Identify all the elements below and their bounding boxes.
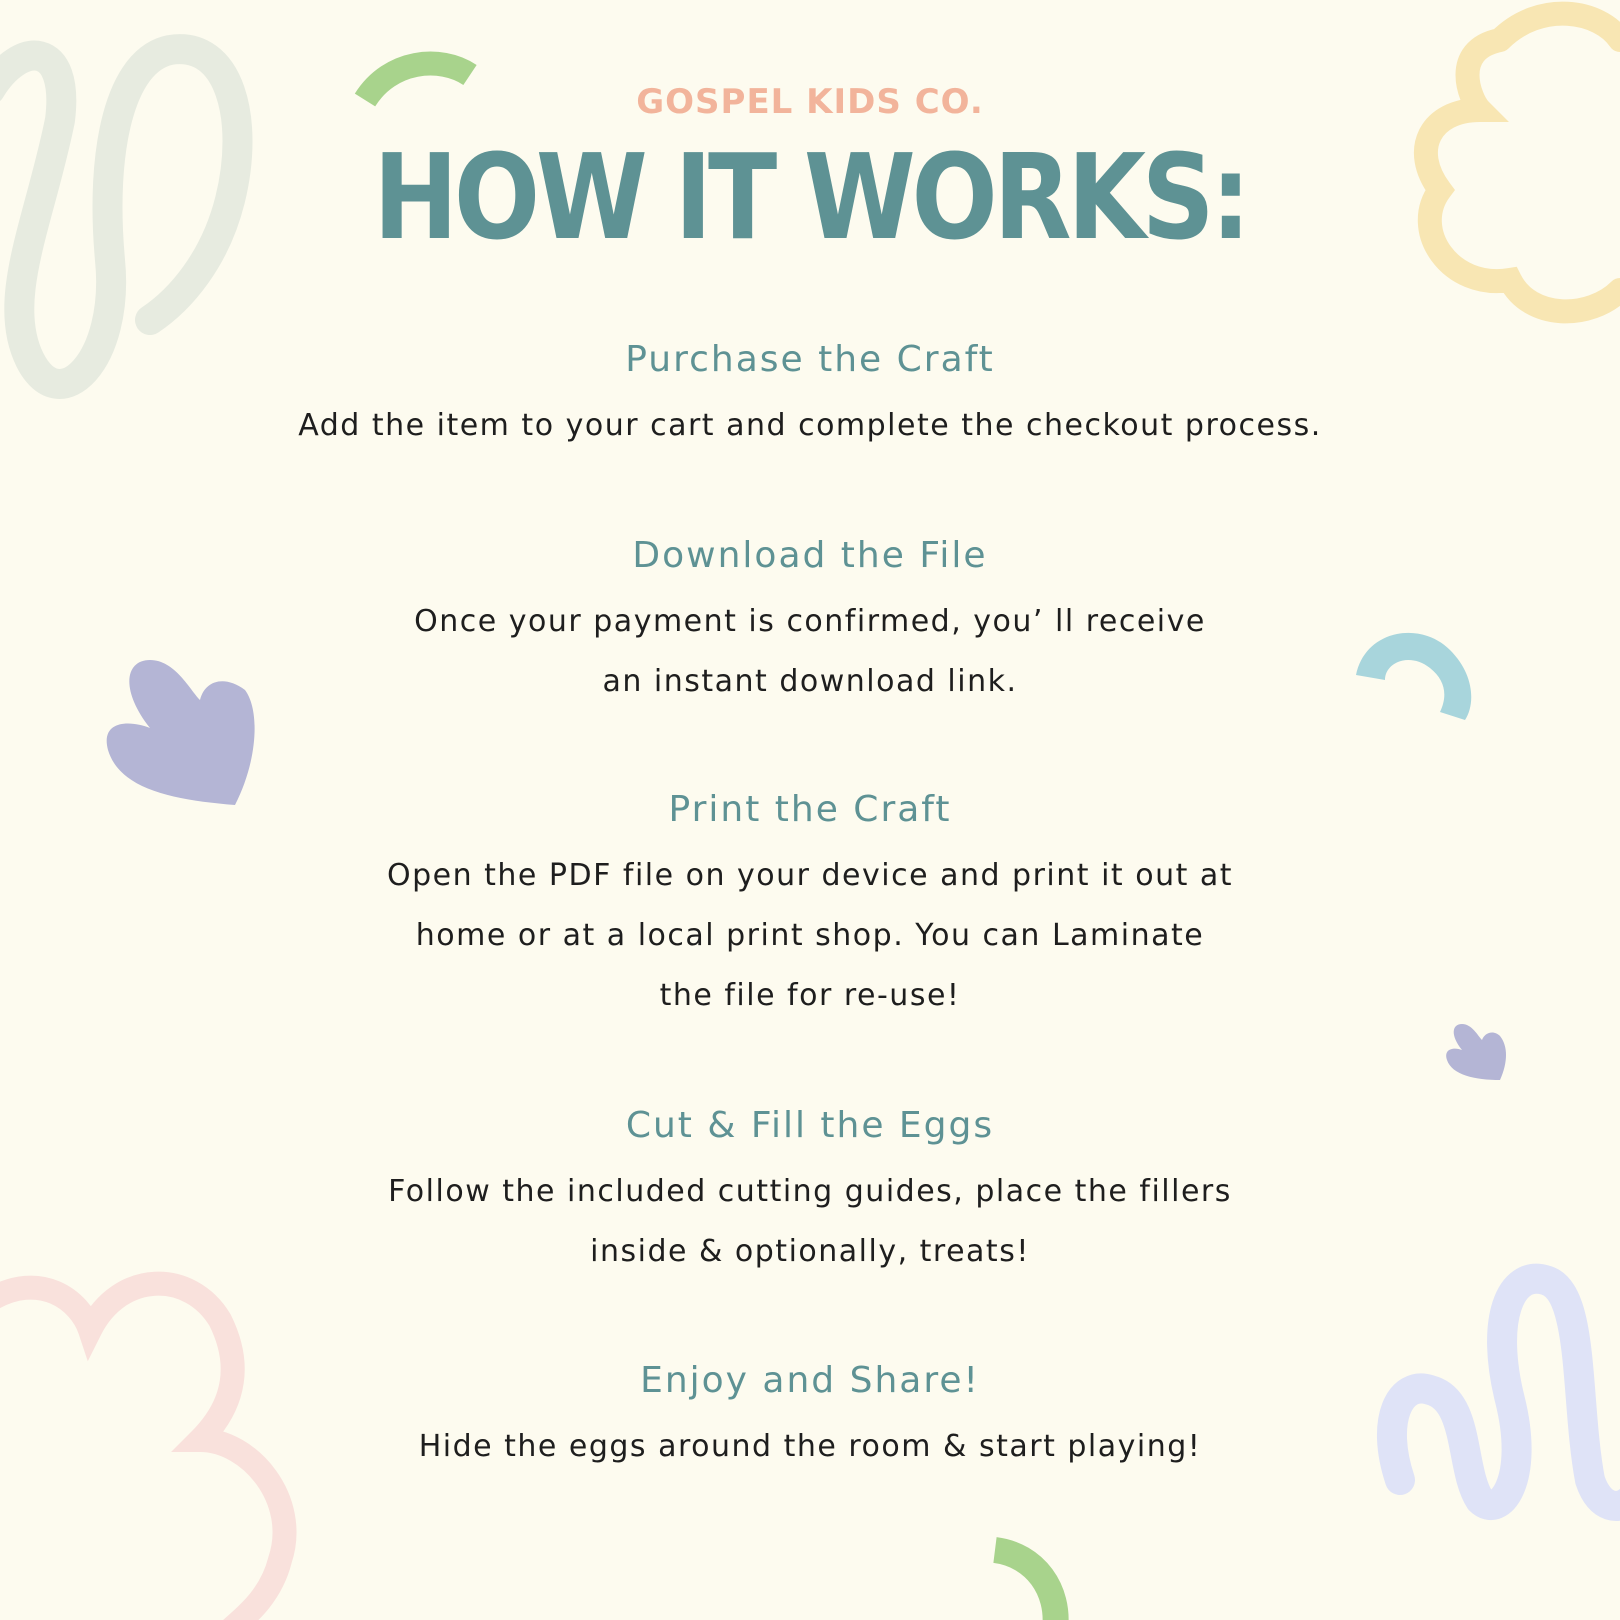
step-body: Add the item to your cart and complete the checkout process. bbox=[298, 408, 1322, 443]
step-heading: Purchase the Craft bbox=[625, 339, 995, 380]
step-heading: Download the File bbox=[632, 535, 988, 576]
step-body: Once your payment is confirmed, you’ ll receive an instant download link. bbox=[414, 604, 1206, 699]
step-print bbox=[0, 786, 1620, 1026]
brand-name: GOSPEL KIDS CO. bbox=[636, 82, 984, 122]
step-enjoy bbox=[0, 1357, 1620, 1477]
step-body: Hide the eggs around the room & start playing! bbox=[418, 1429, 1202, 1464]
step-heading: Enjoy and Share! bbox=[640, 1360, 980, 1401]
step-body: Follow the included cutting guides, place the fillers inside & optionally, treats! bbox=[388, 1174, 1232, 1269]
step-cut-fill bbox=[0, 1102, 1620, 1282]
step-download bbox=[0, 532, 1620, 712]
step-heading: Print the Craft bbox=[668, 789, 952, 830]
step-heading: Cut & Fill the Eggs bbox=[625, 1105, 995, 1146]
step-body: Open the PDF file on your device and print it out at home or at a local print shop. You can Laminate the file for re-use! bbox=[386, 858, 1234, 1013]
step-purchase bbox=[0, 336, 1620, 456]
page-title: HOW IT WORKS: bbox=[373, 128, 1247, 266]
